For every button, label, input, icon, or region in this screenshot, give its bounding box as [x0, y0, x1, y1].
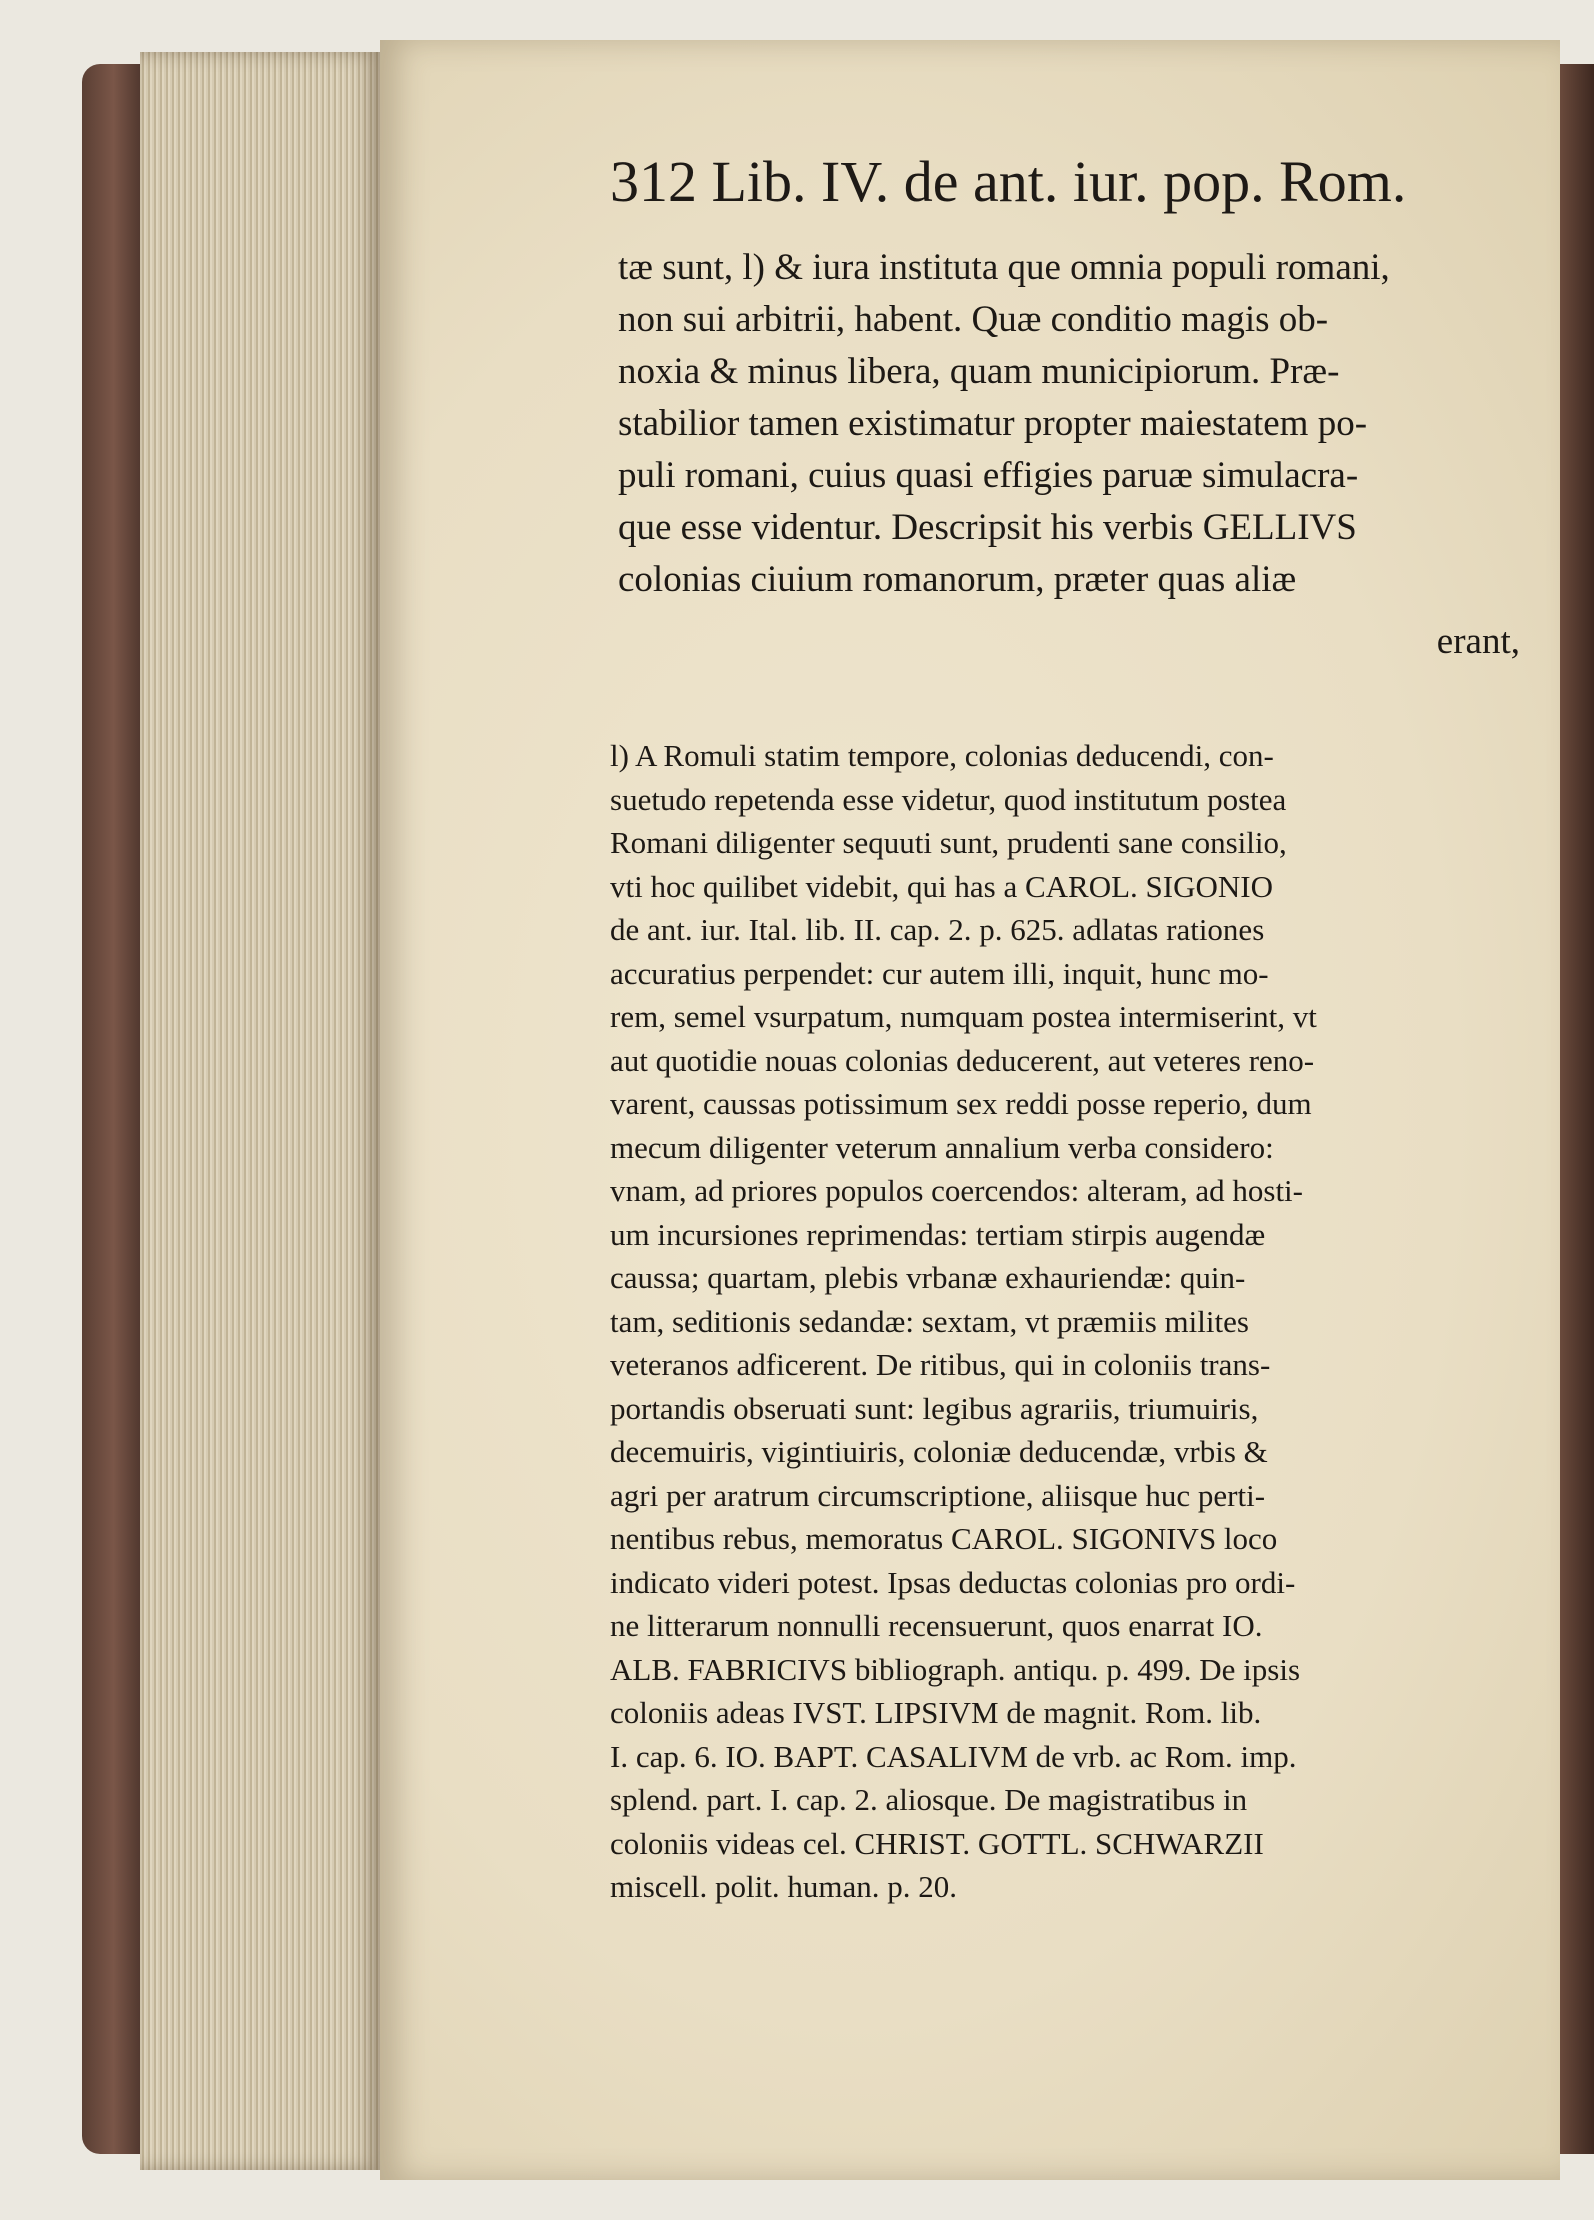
main-line: que esse videntur. Descripsit his verbis GELLIVS: [618, 507, 1357, 548]
footnote-line: veteranos adficerent. De ritibus, qui in coloniis trans-: [610, 1347, 1271, 1382]
page-edges: [140, 52, 380, 2170]
footnote-line: ALB. FABRICIVS bibliograph. antiqu. p. 499. De ipsis: [610, 1651, 1301, 1687]
footnote-line: de ant. iur. Ital. lib. II. cap. 2. p. 625. adlatas rationes: [610, 912, 1265, 947]
main-text: [618, 242, 1520, 606]
footnote-line: Romani diligenter sequuti sunt, prudenti sane consilio,: [610, 825, 1287, 860]
footnote-line: agri per aratrum circumscriptione, aliisque huc perti-: [610, 1477, 1266, 1513]
book-cover-right: [1560, 64, 1594, 2154]
footnote-line: aut quotidie nouas colonias deducerent, aut veteres reno-: [610, 1042, 1315, 1078]
footnote-line: coloniis adeas IVST. LIPSIVM de magnit. Rom. lib.: [610, 1695, 1262, 1730]
footnote-line: l) A Romuli statim tempore, colonias deducendi, con-: [610, 738, 1274, 773]
page-number: 312: [610, 149, 697, 214]
main-line: puli romani, cuius quasi effigies paruæ simulacra-: [618, 455, 1359, 496]
footnote-line: suetudo repetenda esse videtur, quod institutum postea: [610, 781, 1287, 817]
footnote-line: caussa; quartam, plebis vrbanæ exhauriendæ: quin-: [610, 1260, 1246, 1295]
footnote-line: coloniis videas cel. CHRIST. GOTTL. SCHWARZII: [610, 1825, 1264, 1861]
footnote-line: miscell. polit. human. p. 20.: [610, 1869, 957, 1904]
main-line: noxia & minus libera, quam municipiorum. Præ-: [618, 351, 1340, 392]
footnote-line: vnam, ad priores populos coercendos: alteram, ad hosti-: [610, 1173, 1303, 1208]
footnote-line: vti hoc quilibet videbit, qui has a CAROL. SIGONIO: [610, 868, 1273, 904]
footnote-line: splend. part. I. cap. 2. aliosque. De magistratibus in: [610, 1782, 1248, 1817]
main-line: colonias ciuium romanorum, præter quas aliæ: [618, 559, 1297, 600]
footnote-line: ne litterarum nonnulli recensuerunt, quos enarrat IO.: [610, 1608, 1263, 1643]
footnote-line: portandis obseruati sunt: legibus agrariis, triumuiris,: [610, 1390, 1259, 1426]
running-title: Lib. IV. de ant. iur. pop. Rom.: [711, 149, 1407, 214]
footnote-line: decemuiris, vigintiuiris, coloniæ deducendæ, vrbis &: [610, 1434, 1268, 1469]
footnote-line: varent, caussas potissimum sex reddi posse reperio, dum: [610, 1086, 1312, 1121]
main-line: tæ sunt, l) & iura instituta que omnia populi romani,: [618, 247, 1390, 288]
footnote: [610, 734, 1530, 1909]
main-line: non sui arbitrii, habent. Quæ conditio magis ob-: [618, 299, 1329, 340]
main-line: stabilior tamen existimatur propter maiestatem po-: [618, 403, 1368, 444]
footnote-line: mecum diligenter veterum annalium verba considero:: [610, 1129, 1274, 1165]
footnote-line: I. cap. 6. IO. BAPT. CASALIVM de vrb. ac Rom. imp.: [610, 1738, 1297, 1774]
catchword: erant,: [1436, 621, 1520, 662]
footnote-line: indicato videri potest. Ipsas deductas colonias pro ordi-: [610, 1564, 1296, 1600]
footnote-line: accuratius perpendet: cur autem illi, inquit, hunc mo-: [610, 955, 1269, 991]
footnote-line: um incursiones reprimendas: tertiam stirpis augendæ: [610, 1216, 1266, 1252]
footnote-line: tam, seditionis sedandæ: sextam, vt præmiis milites: [610, 1303, 1249, 1339]
footnote-line: nentibus rebus, memoratus CAROL. SIGONIVS loco: [610, 1521, 1278, 1556]
footnote-line: rem, semel vsurpatum, numquam postea intermiserint, vt: [610, 999, 1317, 1034]
running-header: [610, 148, 1510, 218]
